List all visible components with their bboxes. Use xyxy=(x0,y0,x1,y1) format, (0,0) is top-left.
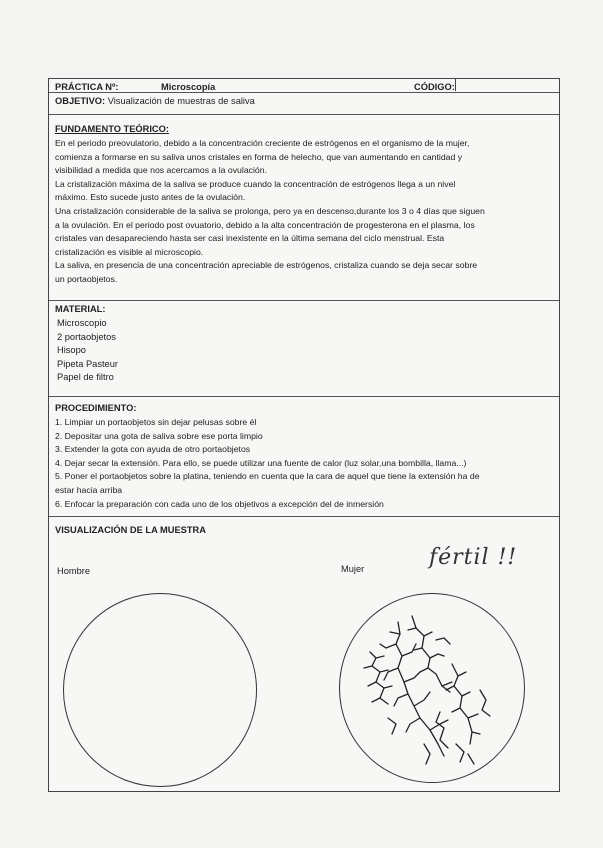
fundamento-line: a la ovulación. En el periodo post ovuatorio, debido a la alta concentración de progesterona en el plasma, los xyxy=(55,219,475,230)
procedimiento-step: 6. Enfocar la preparación con cada uno de los objetivos a excepción del de inmersión xyxy=(55,498,384,509)
procedimiento-step: estar hacia arriba xyxy=(55,484,123,495)
objetivo-row xyxy=(55,95,255,109)
header-divider xyxy=(455,79,456,91)
fundamento-title: FUNDAMENTO TEÓRICO: xyxy=(55,124,169,134)
procedimiento-step: 5. Poner el portaobjetos sobre la platina, teniendo en cuenta que la cara de aquel que tiene la extensión ha de xyxy=(55,471,480,482)
procedimiento-step: 2. Depositar una gota de saliva sobre ese porta limpio xyxy=(55,430,263,441)
procedimiento-step: 4. Dejar secar la extensión. Para ello, se puede utilizar una fuente de calor (luz solar,una bombilla, llama...) xyxy=(55,457,467,468)
hombre-label: Hombre xyxy=(57,566,91,576)
practice-sheet xyxy=(48,78,560,792)
fundamento-line: En el periodo preovulatorio, debido a la concentración creciente de estrógenos en el organismo de la mujer, xyxy=(55,138,470,148)
procedimiento-list xyxy=(55,416,480,511)
fundamento-line: Una cristalización considerable de la saliva se prolonga, pero ya en descenso,durante los 3 o 4 días que siguen xyxy=(55,205,485,216)
material-item: Papel de filtro xyxy=(57,372,114,383)
codigo-label: CÓDIGO: xyxy=(414,82,455,92)
objetivo-label: OBJETIVO: xyxy=(55,96,106,106)
header-section xyxy=(49,79,559,115)
practica-label: PRÁCTICA Nº: xyxy=(55,82,119,92)
fundamento-line: cristales van desapareciendo hasta ser casi inexistente en la última semana del ciclo menstrual. Esta xyxy=(55,233,445,244)
visualizacion-section xyxy=(49,517,559,791)
fundamento-line: cristalización es visible al microscopio. xyxy=(55,246,204,257)
mujer-sample-circle xyxy=(339,593,525,783)
practica-value: Microscopía xyxy=(161,82,216,92)
hombre-sample-circle xyxy=(63,593,257,787)
material-section xyxy=(49,301,559,397)
fundamento-line: La cristalización máxima de la saliva se produce cuando la concentración de estrógenos llega a un nivel xyxy=(55,178,456,189)
procedimiento-section xyxy=(49,397,559,517)
visualizacion-title: VISUALIZACIÓN DE LA MUESTRA xyxy=(55,525,206,535)
fundamento-line: un portaobjetos. xyxy=(55,273,118,284)
handwritten-note: fértil !! xyxy=(429,545,518,570)
fundamento-line: La saliva, en presencia de una concentración apreciable de estrógenos, cristaliza cuando se deja secar sobre xyxy=(55,260,478,271)
objetivo-value: Visualización de muestras de saliva xyxy=(107,96,255,106)
material-item: Hisopo xyxy=(57,345,86,356)
procedimiento-step: 3. Extender la gota con ayuda de otro portaobjetos xyxy=(55,444,251,455)
procedimiento-title: PROCEDIMIENTO: xyxy=(55,403,137,413)
procedimiento-step: 1. Limpiar un portaobjetos sin dejar pelusas sobre él xyxy=(55,417,257,427)
header-rule xyxy=(49,92,559,93)
fundamento-line: visibilidad a medida que nos acercamos a la ovulación. xyxy=(55,165,267,176)
material-item: 2 portaobjetos xyxy=(57,331,116,342)
mujer-label: Mujer xyxy=(341,564,365,574)
material-list xyxy=(57,317,118,385)
fundamento-line: máximo. Esto sucede justo antes de la ovulación. xyxy=(55,192,246,203)
fundamento-section xyxy=(49,115,559,301)
fundamento-text xyxy=(55,137,485,287)
fundamento-line: comienza a formarse en su saliva unos cristales en forma de helecho, que van aumentando en cantidad y xyxy=(55,151,463,162)
fern-crystals-drawing xyxy=(340,594,526,784)
material-item: Pipeta Pasteur xyxy=(57,358,118,369)
material-item: Microscopio xyxy=(57,318,107,328)
material-title: MATERIAL: xyxy=(55,304,106,314)
